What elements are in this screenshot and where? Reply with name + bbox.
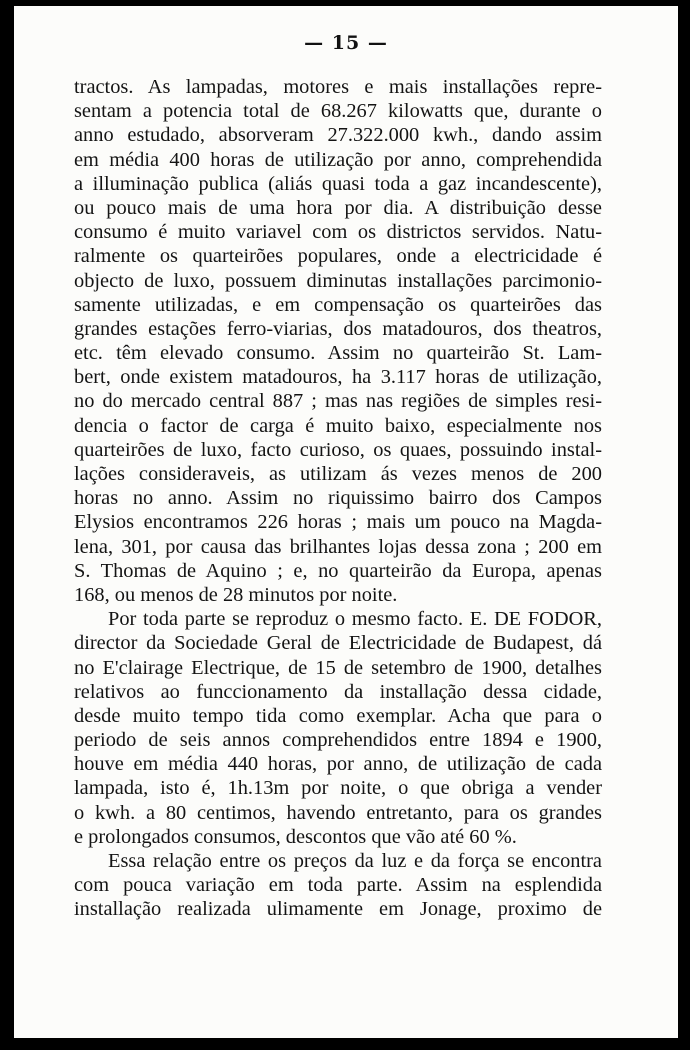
text-line: periodo de seis annos comprehendidos entre 1894 e 1900, — [74, 729, 602, 752]
text-line: ralmente os quarteirões populares, onde a electricidade é — [74, 245, 602, 268]
text-line: anno estudado, absorveram 27.322.000 kwh., dando assim — [74, 124, 602, 147]
text-line: Por toda parte se reproduz o mesmo facto. E. DE FODOR, — [108, 608, 602, 631]
text-line: Essa relação entre os preços da luz e da força se encontra — [108, 850, 602, 872]
text-line: objecto de luxo, possuem diminutas installações parcimonio- — [74, 269, 602, 292]
text-line: relativos ao funccionamento da installação dessa cidade, — [74, 680, 602, 703]
text-line: o kwh. a 80 centimos, havendo entretanto, para os grandes — [74, 801, 602, 824]
text-line: com pouca variação em toda parte. Assim na esplendida — [74, 874, 602, 897]
text-line: installação realizada ulimamente em Jonage, proximo de — [74, 898, 602, 921]
text-line: ou pouco mais de uma hora por dia. A distribuição desse — [74, 196, 602, 219]
text-line: em média 400 horas de utilização por anno, comprehendida — [74, 148, 602, 171]
text-line: lena, 301, por causa das brilhantes lojas dessa zona ; 200 em — [74, 535, 602, 558]
text-line: e prolongados consumos, descontos que vão até 60 %. — [74, 825, 517, 848]
text-line: S. Thomas de Aquino ; e, no quarteirão da Europa, apenas — [74, 559, 602, 582]
text-line: 168, ou menos de 28 minutos por noite. — [74, 583, 398, 606]
paragraph — [74, 75, 602, 607]
text-line: tractos. As lampadas, motores e mais installações repre- — [74, 76, 602, 98]
text-line: horas no anno. Assim no riquissimo bairro dos Campos — [74, 487, 602, 510]
book-page — [14, 6, 678, 1038]
page-number: — 15 — — [304, 32, 388, 54]
text-line: no E'clairage Electrique, de 15 de setembro de 1900, detalhes — [74, 656, 602, 679]
text-line: desde muito tempo tida como exemplar. Acha que para o — [74, 704, 602, 727]
text-line: lampada, isto é, 1h.13m por noite, o que obriga a vender — [74, 777, 602, 800]
text-line: grandes estações ferro-viarias, dos matadouros, dos theatros, — [74, 317, 602, 340]
text-line: etc. têm elevado consumo. Assim no quarteirão St. Lam- — [74, 342, 602, 365]
text-line: bert, onde existem matadouros, ha 3.117 horas de utilização, — [74, 366, 602, 389]
body-text — [74, 75, 602, 922]
text-line: houve em média 440 horas, por anno, de utilização de cada — [74, 753, 602, 776]
text-line: no do mercado central 887 ; mas nas regiões de simples resi- — [74, 390, 602, 413]
text-line: quarteirões de luxo, facto curioso, os quaes, possuindo instal- — [74, 438, 602, 461]
text-line: samente utilizadas, e em compensação os quarteirões das — [74, 293, 602, 316]
text-line: dencia o factor de carga é muito baixo, especialmente nos — [74, 414, 602, 437]
text-line: consumo é muito variavel com os districtos servidos. Natu- — [74, 221, 602, 244]
text-line: Elysios encontramos 226 horas ; mais um pouco na Magda- — [74, 511, 602, 534]
text-line: a illuminação publica (aliás quasi toda a gaz incandescente), — [74, 172, 602, 195]
paragraph — [74, 607, 602, 849]
text-line: director da Sociedade Geral de Electricidade de Budapest, dá — [74, 632, 602, 655]
text-line: lações consideraveis, as utilizam ás vezes menos de 200 — [74, 463, 602, 485]
paragraph — [74, 849, 602, 922]
text-line: sentam a potencia total de 68.267 kilowatts que, durante o — [74, 100, 602, 123]
